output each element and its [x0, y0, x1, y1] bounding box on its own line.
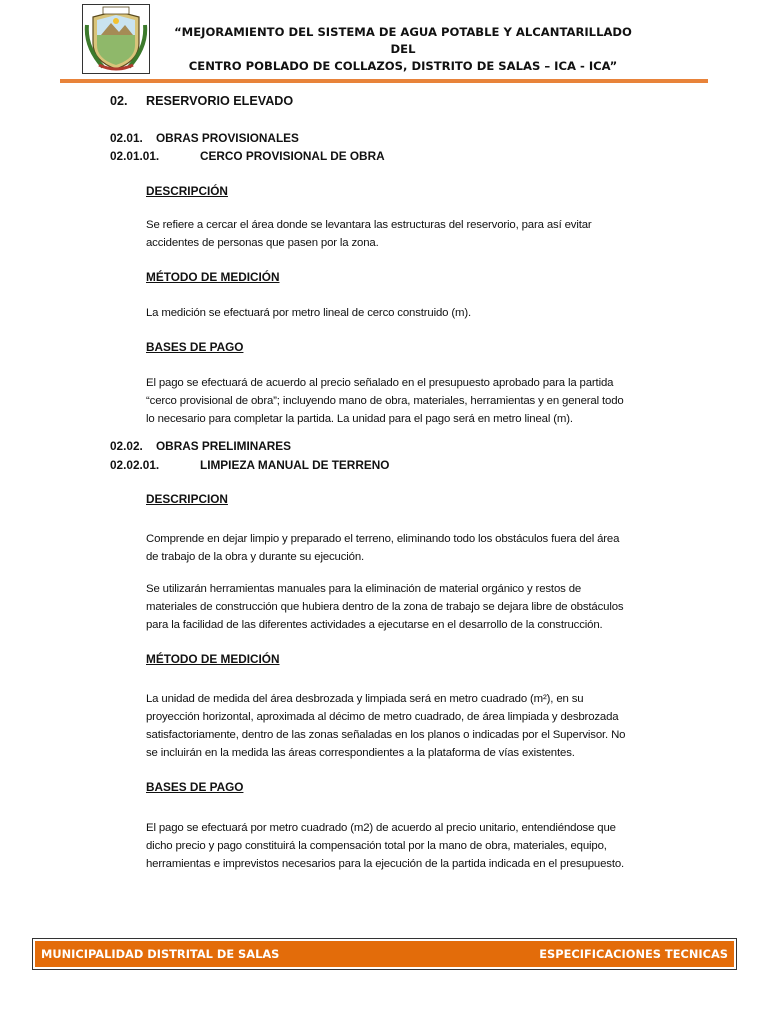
text-line: Comprende en dejar limpio y preparado el terreno, eliminando todo los obstáculos fuera del área — [146, 533, 620, 545]
bases-pago-paragraph — [146, 374, 657, 428]
municipal-seal-logo — [82, 4, 150, 74]
item-heading-cerco-provisional — [110, 149, 385, 163]
subsection-title: OBRAS PRELIMINARES — [156, 439, 292, 453]
document-header-title — [168, 24, 638, 75]
header-title-line-2: CENTRO POBLADO DE COLLAZOS, DISTRITO DE SALAS – ICA - ICA” — [188, 59, 618, 73]
text-line: lo necesario para completar la partida. La unidad para el pago será en metro lineal (m). — [146, 413, 573, 425]
header-divider — [60, 79, 708, 83]
text-line: El pago se efectuará por metro cuadrado (m2) de acuerdo al precio unitario, entendiéndose que — [146, 822, 616, 834]
metodo-medicion-paragraph — [146, 690, 657, 762]
metodo-medicion-paragraph — [146, 304, 657, 322]
text-line: proyección horizontal, aproximada al décimo de metro cuadrado, de área limpiada y desbrozada — [146, 711, 619, 723]
footer-bar — [35, 941, 734, 967]
section-number: 02. — [110, 94, 128, 108]
footer-right-text: ESPECIFICACIONES TECNICAS — [539, 947, 728, 961]
text-line: El pago se efectuará de acuerdo al precio señalado en el presupuesto aprobado para la partida — [146, 377, 614, 389]
subsection-title: OBRAS PROVISIONALES — [156, 131, 299, 145]
text-line: “cerco provisional de obra”; incluyendo mano de obra, materiales, herramientas y en general todo — [146, 395, 624, 407]
descripcion-heading: DESCRIPCION — [146, 492, 228, 506]
subsection-heading-obras-provisionales — [110, 131, 299, 145]
subsection-number: 02.02. — [110, 439, 143, 453]
metodo-medicion-heading: MÉTODO DE MEDICIÓN — [146, 270, 280, 284]
text-line: La unidad de medida del área desbrozada y limpiada será en metro cuadrado (m²), en su — [146, 693, 584, 705]
item-number: 02.02.01. — [110, 458, 160, 472]
item-number: 02.01.01. — [110, 149, 160, 163]
subsection-heading-obras-preliminares — [110, 439, 291, 453]
text-line: se incluirán en la medida las áreas correspondientes a la plataforma de vías existentes. — [146, 747, 575, 759]
text-line: satisfactoriamente, dentro de las zonas señaladas en los planos o indicadas por el Supervisor. No — [146, 729, 626, 741]
text-line: La medición se efectuará por metro lineal de cerco construido (m). — [146, 307, 472, 319]
footer-left-text: MUNICIPALIDAD DISTRITAL DE SALAS — [41, 947, 280, 961]
metodo-medicion-heading: MÉTODO DE MEDICIÓN — [146, 652, 280, 666]
descripcion-paragraph-2 — [146, 580, 657, 634]
page-footer — [32, 938, 737, 970]
item-title: CERCO PROVISIONAL DE OBRA — [200, 149, 385, 163]
bases-pago-paragraph — [146, 819, 657, 873]
text-line: materiales de construcción que hubiera dentro de la zona de trabajo se dejara libre de obstáculos — [146, 601, 624, 613]
descripcion-heading: DESCRIPCIÓN — [146, 184, 228, 198]
text-line: Se refiere a cercar el área donde se levantara las estructuras del reservorio, para así evitar — [146, 219, 592, 231]
descripcion-paragraph-1 — [146, 530, 657, 566]
text-line: accidentes de personas que pasen por la zona. — [146, 237, 379, 249]
subsection-number: 02.01. — [110, 131, 143, 145]
section-title: RESERVORIO ELEVADO — [146, 94, 294, 108]
item-title: LIMPIEZA MANUAL DE TERRENO — [200, 458, 390, 472]
bases-pago-heading: BASES DE PAGO — [146, 780, 244, 794]
header-title-line-1: “MEJORAMIENTO DEL SISTEMA DE AGUA POTABLE Y ALCANTARILLADO DEL — [174, 25, 632, 56]
descripcion-paragraph — [146, 216, 657, 252]
section-heading — [110, 94, 293, 108]
item-heading-limpieza-manual — [110, 458, 389, 472]
text-line: de trabajo de la obra y durante su ejecución. — [146, 551, 365, 563]
text-line: para la facilidad de las diferentes actividades a ejecutarse en el desarrollo de la construcción. — [146, 619, 603, 631]
text-line: Se utilizarán herramientas manuales para la eliminación de material orgánico y restos de — [146, 583, 582, 595]
text-line: dicho precio y pago constituirá la compensación total por la mano de obra, materiales, equipo, — [146, 840, 607, 852]
text-line: herramientas e imprevistos necesarios para la ejecución de la partida indicada en el presupuesto. — [146, 858, 625, 870]
bases-pago-heading: BASES DE PAGO — [146, 340, 244, 354]
